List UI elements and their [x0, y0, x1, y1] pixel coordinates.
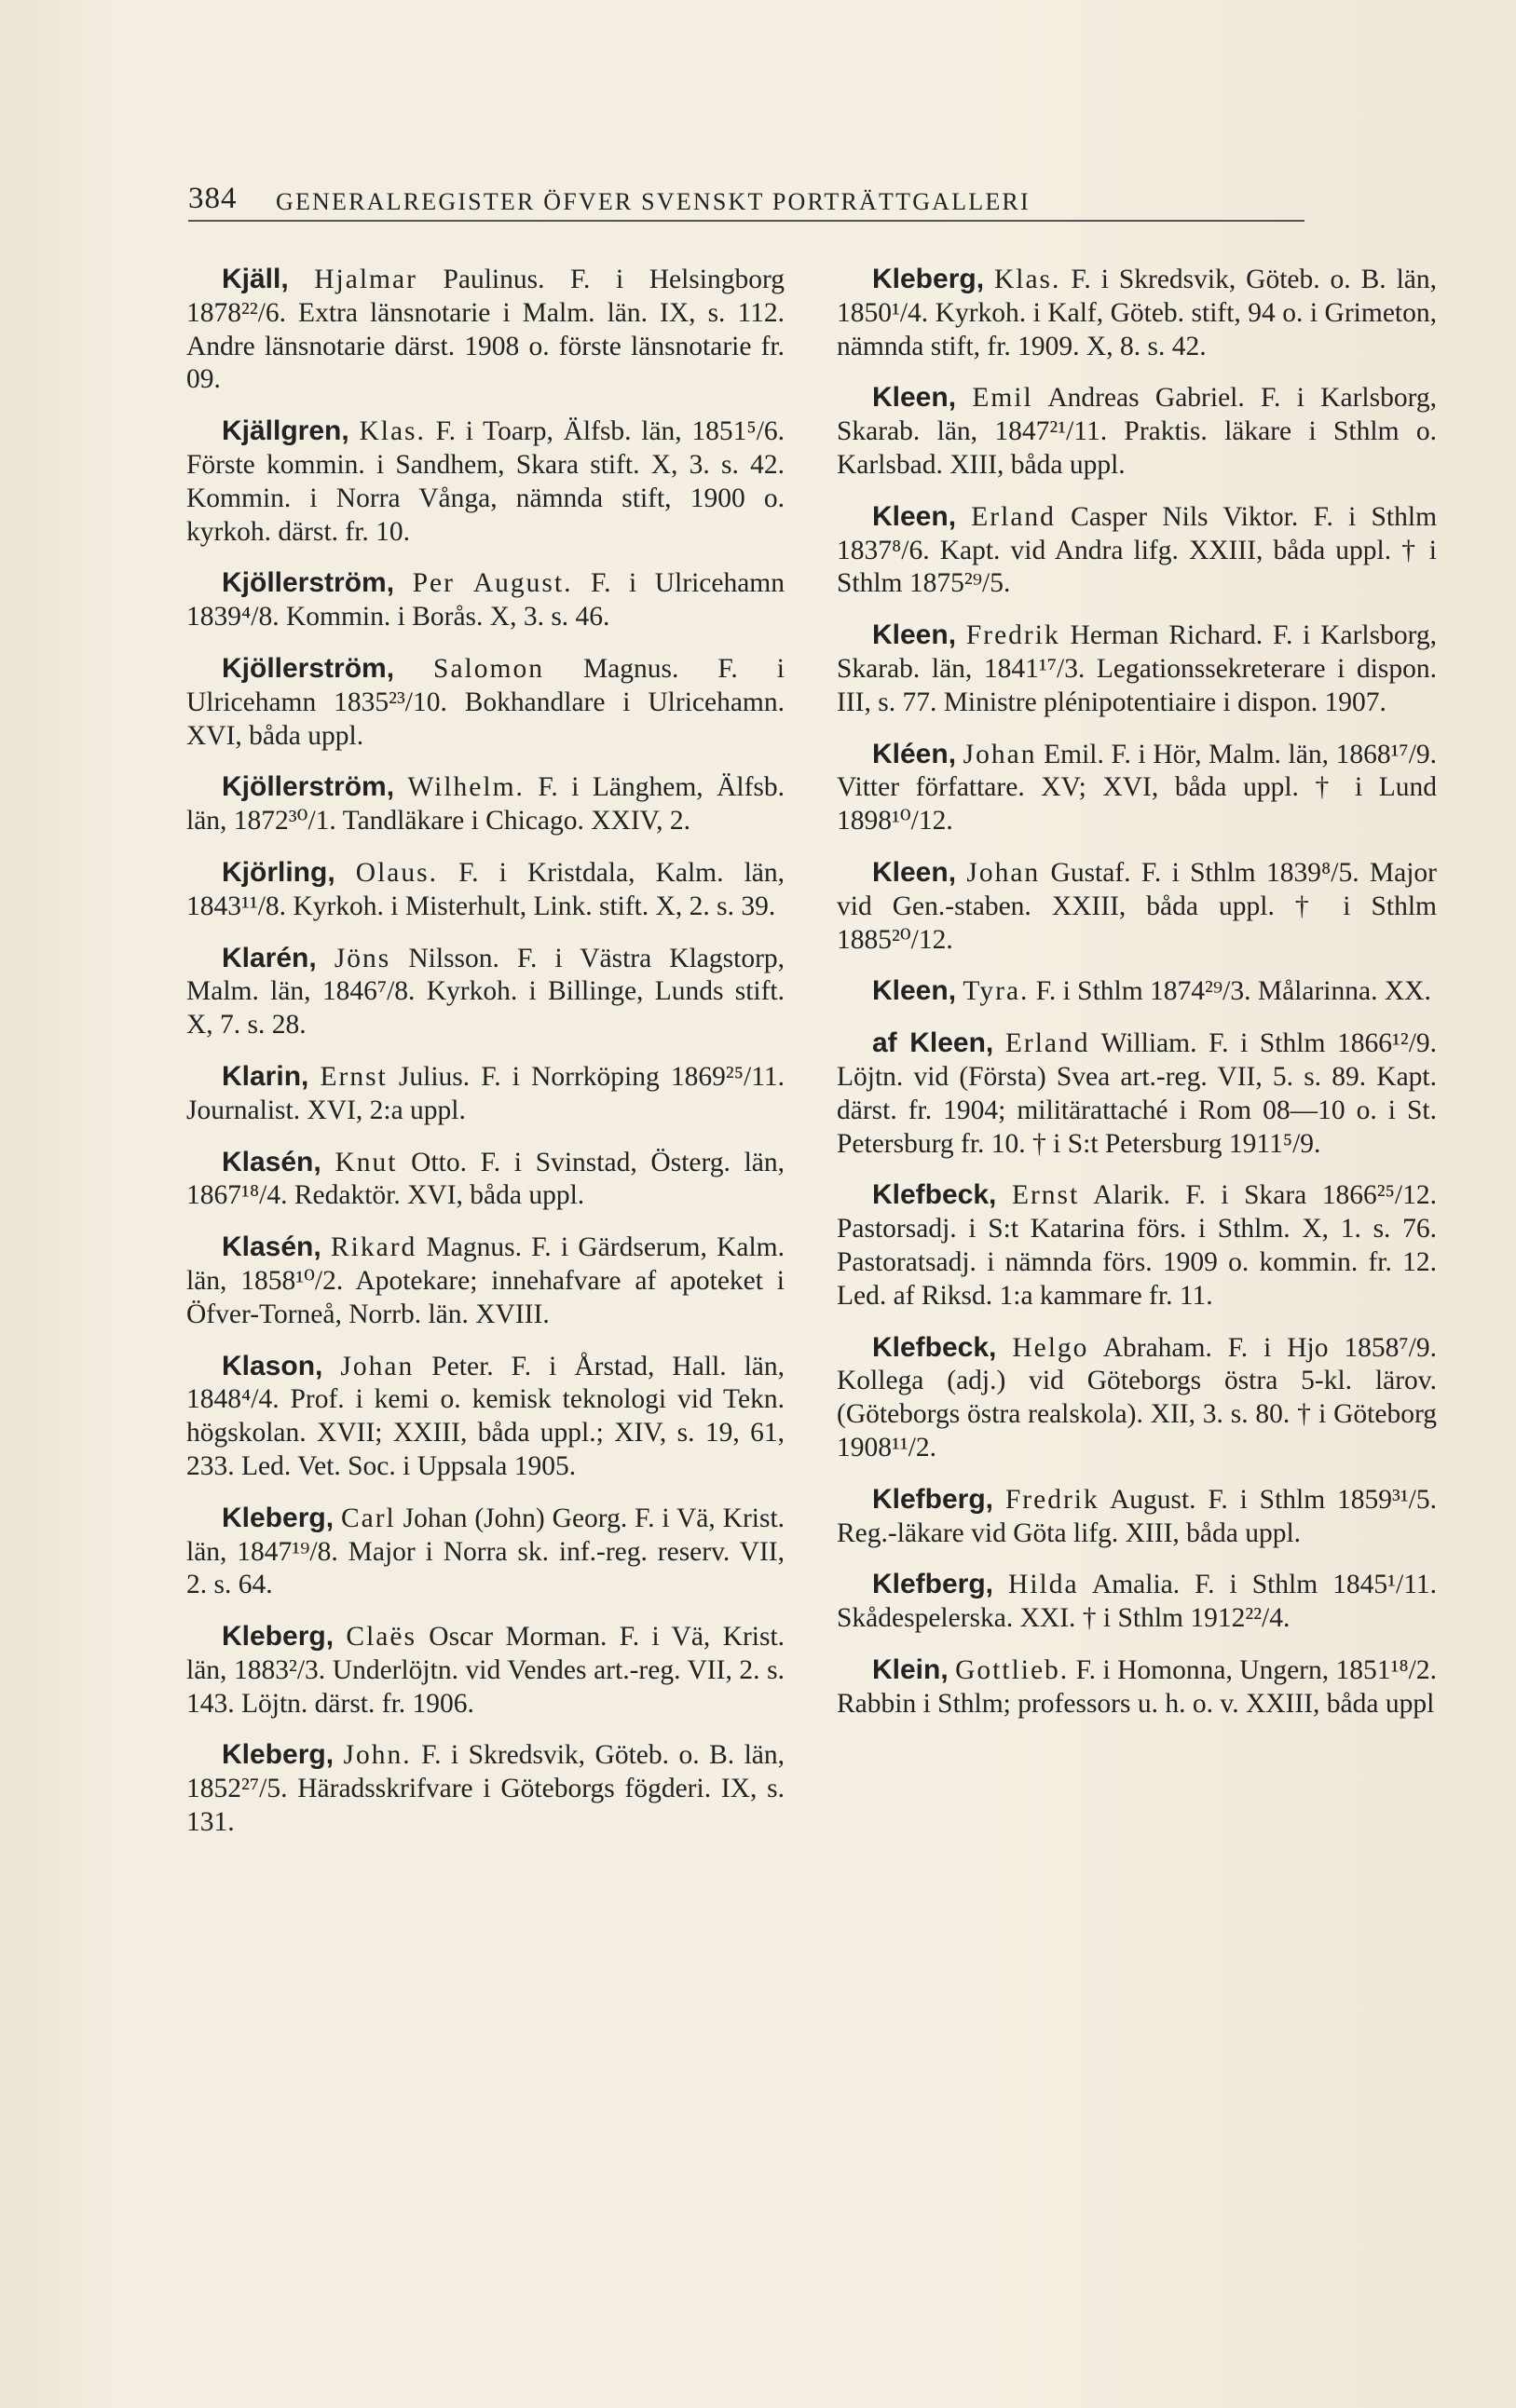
entry-given-name: Hjalmar: [314, 265, 417, 294]
register-entry: [186, 1502, 785, 1602]
register-entry: [837, 738, 1437, 838]
entry-text: F. i Länghem, Älfsb. län, 1872³⁰/1. Tandläkare i Chicago. XXIV, 2.: [186, 772, 785, 837]
register-entry: [186, 1738, 785, 1839]
entry-given-name: Johan: [963, 739, 1037, 769]
entry-text: Peter. F. i Årstad, Hall. län, 1848⁴/4. Prof. i kemi o. kemisk teknologi vid Tekn. högskolan. XVII; XXIII, båda uppl.; XIV, s. 19, 61, 233. Led. Vet. Soc. i Uppsala 1905.: [186, 1351, 785, 1481]
entry-text: Johan (John) Georg. F. i Vä, Krist. län, 1847¹⁹/8. Major i Norra sk. inf.-reg. reserv. VII, 2. s. 64.: [186, 1503, 785, 1600]
entry-given-name: Johan: [966, 857, 1041, 888]
entry-text: Alarik. F. i Skara 1866²⁵/12. Pastorsadj. i S:t Katarina förs. i Sthlm. X, 1. s. 76. Pastoratsadj. i nämnda förs. 1909 o. kommin. fr. 12. Led. af Riksd. 1:a kammare fr. 11.: [837, 1180, 1438, 1311]
entry-given-name: Per August.: [412, 568, 573, 599]
entry-given-name: Claës: [346, 1622, 417, 1653]
entry-text: F. i Kristdala, Kalm. län, 1843¹¹/8. Kyrkoh. i Misterhult, Link. stift. X, 2. s. 39.: [186, 857, 785, 921]
register-entry: [837, 1483, 1437, 1551]
entry-surname: Kleberg,: [222, 1739, 335, 1771]
register-entry: [837, 1331, 1437, 1465]
entry-text: Magnus. F. i Gärdserum, Kalm. län, 1858¹⁰/2. Apotekare; innehafvare af apoteket i Öfver-Torneå, Norrb. län. XVIII.: [186, 1232, 785, 1329]
page-number: 384: [188, 182, 238, 215]
register-entry: [837, 974, 1437, 1009]
entry-text: Paulinus. F. i Helsingborg 1878²²/6. Extra länsnotarie i Malm. län. IX, s. 112. Andre länsnotarie därst. 1908 o. förste länsnotarie fr. 09.: [186, 265, 785, 395]
entry-surname: Kléen,: [872, 738, 957, 769]
entry-surname: af Kleen,: [872, 1027, 994, 1059]
entry-text: F. i Toarp, Älfsb. län, 1851⁵/6. Förste kommin. i Sandhem, Skara stift. X, 3. s. 42. Kommin. i Norra Vånga, nämnda stift, 1900 o. kyrkoh. därst. fr. 10.: [186, 416, 785, 547]
entry-text: F. i Homonna, Ungern, 1851¹⁸/2. Rabbin i Sthlm; professors u. h. o. v. XXIII, båda uppl: [837, 1654, 1437, 1719]
entry-given-name: Fredrik: [1004, 1484, 1099, 1515]
entry-given-name: Emil: [972, 383, 1033, 414]
entry-text: Casper Nils Viktor. F. i Sthlm 1837⁸/6. Kapt. vid Andra lifg. XXIII, båda uppl. † i Sthlm 1875²⁹/5.: [837, 501, 1438, 599]
entry-surname: Kleen,: [872, 619, 957, 651]
entry-text: Herman Richard. F. i Karlsborg, Skarab. län, 1841¹⁷/3. Legationssekreterare i dispon. III, s. 77. Ministre plénipotentiaire i dispon. 1907.: [837, 620, 1438, 717]
entry-surname: Klefbeck,: [872, 1179, 997, 1211]
entry-text: Abraham. F. i Hjo 1858⁷/9. Kollega (adj.) vid Göteborgs östra 5-kl. lärov. (Göteborgs östra realskola). XII, 3. s. 80. † i Göteborg 1908¹¹/2.: [837, 1332, 1437, 1462]
entry-given-name: Helgo: [1012, 1332, 1089, 1363]
right-column: [837, 263, 1437, 1738]
register-entry: [837, 381, 1437, 482]
entry-text: F. i Ulricehamn 1839⁴/8. Kommin. i Borås. X, 3. s. 46.: [186, 568, 785, 633]
register-entry: [837, 619, 1437, 719]
entry-text: F. i Sthlm 1874²⁹/3. Målarinna. XX.: [1035, 976, 1431, 1007]
entry-given-name: John.: [343, 1740, 412, 1771]
entry-surname: Kleen,: [872, 500, 957, 532]
entry-surname: Kleen,: [872, 856, 957, 888]
entry-given-name: Fredrik: [965, 620, 1060, 651]
register-entry: [837, 263, 1437, 363]
entry-surname: Klein,: [872, 1653, 949, 1685]
entry-surname: Kjällgren,: [222, 415, 349, 447]
page-header: [188, 179, 1304, 222]
entry-given-name: Wilhelm.: [407, 772, 525, 803]
entry-text: Emil. F. i Hör, Malm. län, 1868¹⁷/9. Vitter författare. XV; XVI, båda uppl. † i Lund 1898¹⁰/12.: [837, 739, 1438, 837]
register-entry: [186, 415, 785, 549]
register-entry: [186, 856, 785, 924]
entry-text: Magnus. F. i Ulricehamn 1835²³/10. Bokhandlare i Ulricehamn. XVI, båda uppl.: [186, 653, 785, 751]
register-entry: [186, 1146, 785, 1214]
register-entry: [186, 1060, 785, 1128]
left-column: [186, 263, 785, 1857]
entry-given-name: Ernst: [1011, 1180, 1080, 1211]
entry-text: Gustaf. F. i Sthlm 1839⁸/5. Major vid Gen.-staben. XXIII, båda uppl. † i Sthlm 1885²⁰/12.: [837, 857, 1437, 955]
running-title: GENERALREGISTER ÖFVER SVENSKT PORTRÄTTGALLERI: [276, 188, 1031, 215]
entry-text: F. i Skredsvik, Göteb. o. B. län, 1850¹/4. Kyrkoh. i Kalf, Göteb. stift, 94 o. i Grimeton, nämnda stift, fr. 1909. X, 8. s. 42.: [837, 265, 1437, 361]
entry-surname: Kjöllerström,: [222, 567, 395, 599]
entry-text: Oscar Morman. F. i Vä, Krist. län, 1883²/3. Underlöjtn. vid Vendes art.-reg. VII, 2. s. 143. Löjtn. därst. fr. 1906.: [186, 1622, 785, 1719]
entry-given-name: Erland: [1004, 1028, 1090, 1059]
entry-surname: Klefbeck,: [872, 1331, 997, 1363]
entry-given-name: Erland: [971, 501, 1056, 532]
entry-given-name: Johan: [340, 1351, 415, 1381]
entry-given-name: Carl: [340, 1503, 396, 1533]
register-entry: [186, 652, 785, 753]
entry-given-name: Hilda: [1008, 1570, 1079, 1600]
register-entry: [837, 1653, 1437, 1721]
entry-surname: Klarin,: [222, 1060, 309, 1092]
entry-surname: Klason,: [222, 1350, 323, 1381]
entry-given-name: Knut: [335, 1147, 398, 1177]
register-entry: [186, 942, 785, 1042]
entry-text: Andreas Gabriel. F. i Karlsborg, Skarab. län, 1847²¹/11. Praktis. läkare i Sthlm o. Karlsbad. XIII, båda uppl.: [837, 383, 1437, 480]
register-entry: [186, 263, 785, 397]
entry-text: Julius. F. i Norrköping 1869²⁵/11. Journalist. XVI, 2:a uppl.: [186, 1061, 785, 1125]
entry-surname: Kjöllerström,: [222, 771, 395, 803]
entry-surname: Kjöllerström,: [222, 652, 395, 684]
entry-given-name: Tyra.: [963, 976, 1030, 1007]
entry-given-name: Rikard: [330, 1232, 417, 1263]
entry-text: Amalia. F. i Sthlm 1845¹/11. Skådespelerska. XXI. † i Sthlm 1912²²/4.: [837, 1570, 1437, 1634]
entry-surname: Kjäll,: [222, 264, 289, 294]
register-entry: [186, 1620, 785, 1721]
entry-surname: Klasén,: [222, 1146, 321, 1177]
entry-text: August. F. i Sthlm 1859³¹/5. Reg.-läkare vid Göta lifg. XIII, båda uppl.: [837, 1484, 1438, 1548]
register-entry: [837, 1568, 1437, 1636]
entry-surname: Klasén,: [222, 1231, 321, 1263]
entry-surname: Kleberg,: [222, 1621, 335, 1653]
entry-surname: Klarén,: [222, 942, 317, 973]
register-entry: [186, 566, 785, 634]
entry-surname: Klefberg,: [872, 1483, 994, 1515]
entry-surname: Kjörling,: [222, 856, 335, 888]
entry-surname: Kleberg,: [222, 1502, 335, 1533]
entry-given-name: Klas.: [359, 416, 426, 447]
entry-surname: Kleberg,: [872, 264, 985, 294]
register-entry: [186, 770, 785, 838]
register-entry: [186, 1231, 785, 1331]
entry-text: Nilsson. F. i Västra Klagstorp, Malm. län, 1846⁷/8. Kyrkoh. i Billinge, Lunds stift. X, 7. s. 28.: [186, 943, 785, 1041]
entry-surname: Kleen,: [872, 382, 957, 414]
entry-surname: Klefberg,: [872, 1569, 994, 1600]
entry-given-name: Jöns: [334, 943, 391, 973]
register-entry: [837, 500, 1437, 601]
register-entry: [837, 856, 1437, 957]
register-entry: [186, 1350, 785, 1484]
entry-text: Otto. F. i Svinstad, Österg. län, 1867¹⁸/4. Redaktör. XVI, båda uppl.: [186, 1147, 785, 1211]
entry-given-name: Klas.: [993, 265, 1061, 294]
entry-given-name: Olaus.: [355, 857, 438, 888]
entry-given-name: Salomon: [433, 653, 544, 684]
entry-text: F. i Skredsvik, Göteb. o. B. län, 1852²⁷/5. Häradsskrifvare i Göteborgs fögderi. IX, s. 131.: [186, 1740, 785, 1838]
entry-text: William. F. i Sthlm 1866¹²/9. Löjtn. vid (Första) Svea art.-reg. VII, 5. s. 89. Kapt. därst. fr. 1904; militärattaché i Rom 08—10 o. i St. Petersburg fr. 10. † i S:t Petersburg 1911⁵/9.: [837, 1028, 1438, 1159]
entry-given-name: Gottlieb.: [955, 1654, 1070, 1685]
entry-given-name: Ernst: [320, 1061, 388, 1092]
entry-surname: Kleen,: [872, 975, 957, 1007]
register-entry: [837, 1178, 1437, 1313]
register-entry: [837, 1027, 1437, 1161]
